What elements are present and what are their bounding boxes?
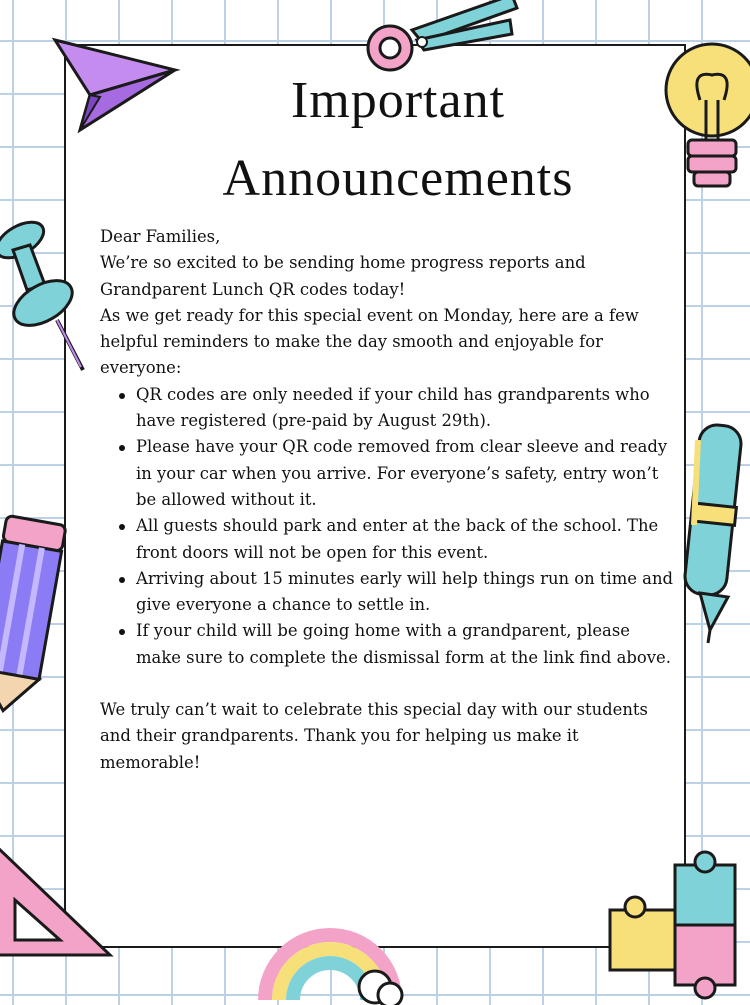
title-line-1: Important xyxy=(290,72,506,129)
puzzle-pieces-icon xyxy=(595,850,750,1000)
pen-icon xyxy=(680,405,750,645)
list-item: Arriving about 15 minutes early will help things run on time and give everyone a chance to settle in. xyxy=(136,566,680,619)
list-item: All guests should park and enter at the back of the school. The front doors will not be open for this event. xyxy=(136,513,680,566)
page-title xyxy=(64,62,732,218)
pencil-icon xyxy=(0,515,70,715)
triangle-ruler-icon xyxy=(0,835,120,965)
rainbow-icon xyxy=(255,895,405,1005)
reminder-list xyxy=(100,382,680,671)
push-pin-icon xyxy=(0,215,95,375)
title-line-2: Announcements xyxy=(222,150,574,207)
letter-body xyxy=(100,224,680,776)
intro-paragraph: We’re so excited to be sending home progress reports and Grandparent Lunch QR codes today! xyxy=(100,253,586,299)
greeting: Dear Families, xyxy=(100,227,221,246)
spacer xyxy=(100,671,680,697)
lead-paragraph: As we get ready for this special event on Monday, here are a few helpful reminders to make the day smooth and enjoyable for everyone: xyxy=(100,305,639,378)
closing-paragraph: We truly can’t wait to celebrate this special day with our students and their grandparents. Thank you for helping us make it memorable! xyxy=(100,700,648,772)
list-item: Please have your QR code removed from clear sleeve and ready in your car when you arrive. For everyone’s safety, entry won’t be allowed without it. xyxy=(136,434,680,513)
list-item: QR codes are only needed if your child has grandparents who have registered (pre-paid by August 29th). xyxy=(136,382,680,435)
list-item: If your child will be going home with a grandparent, please make sure to complete the dismissal form at the link find above. xyxy=(136,618,680,671)
